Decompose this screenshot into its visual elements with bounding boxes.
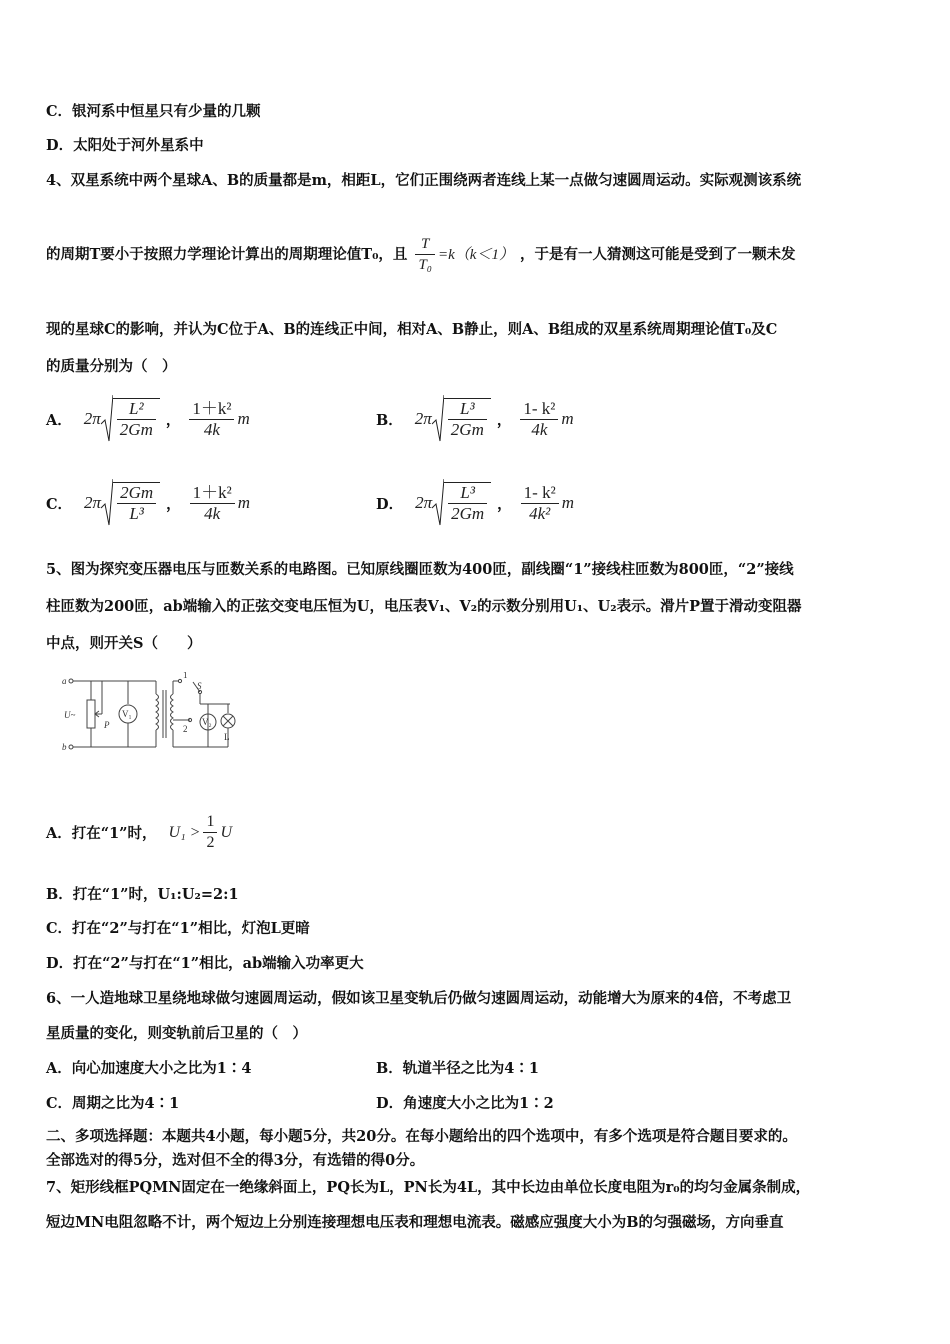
q5-option-c: C．打在“2”与打在“1”相比，灯泡L更暗 <box>46 920 310 937</box>
radicand-num: 2Gm <box>117 483 156 504</box>
q4-stem-line4: 的质量分别为（ ） <box>46 358 177 375</box>
mass-den: 4k <box>203 419 220 439</box>
section-2-heading-line2: 全部选对的得5分，选对但不全的得3分，有选错的得0分。 <box>46 1152 425 1169</box>
half-fraction <box>203 812 217 853</box>
mass-num: 1＋k² <box>190 483 235 504</box>
q4-option-d <box>376 478 574 528</box>
sqrt-radical <box>101 394 160 444</box>
q6-option-b: B．轨道半径之比为4∶1 <box>376 1060 539 1077</box>
transformer-circuit-diagram <box>60 672 250 757</box>
two-pi: 2π <box>415 493 433 512</box>
q4-option-label: D． <box>376 495 404 513</box>
q6-stem-line1: 6、一人造地球卫星绕地球做匀速圆周运动，假如该卫星变轨后仍做匀速圆周运动，动能增大为原来的4倍，不考虑卫 <box>46 990 792 1007</box>
q6-option-c: C．周期之比为4∶1 <box>46 1095 180 1112</box>
radicand <box>113 398 160 440</box>
mass-fraction <box>189 399 234 440</box>
q6-option-a: A．向心加速度大小之比为1∶4 <box>46 1060 252 1077</box>
sqrt-radical <box>432 478 491 528</box>
mass-fraction <box>521 483 559 524</box>
q4-stem-line2-b: ，于是有一人猜测这可能是受到了一颗未发 <box>519 245 796 263</box>
q5-stem-line3: 中点，则开关S（ ） <box>46 635 202 652</box>
mass-den: 4k <box>204 503 221 523</box>
q3-option-c: C．银河系中恒星只有少量的几颗 <box>46 103 261 120</box>
q4-option-b <box>376 394 574 444</box>
half-den: 2 <box>206 834 215 851</box>
section-2-heading-line1: 二、多项选择题：本题共4小题，每小题5分，共20分。在每小题给出的四个选项中，有多个选项是符合题目要求的。 <box>46 1128 797 1145</box>
v1-meter-label: V₁ <box>122 709 132 719</box>
mass-symbol: m <box>561 493 574 512</box>
radicand-num: L² <box>117 399 156 420</box>
lamp-l-label: L <box>224 732 230 742</box>
radicand <box>444 482 491 524</box>
mass-symbol: m <box>237 493 251 512</box>
sqrt-radical <box>101 478 160 528</box>
comma: ， <box>166 495 181 513</box>
terminal-2-label: 2 <box>183 724 188 734</box>
half-num: 1 <box>203 812 217 833</box>
radicand-den: 2Gm <box>119 420 153 439</box>
terminal-1-label: 1 <box>183 672 188 680</box>
sqrt-sign-icon <box>432 394 444 444</box>
q4-ratio-den: T₀ <box>418 257 432 273</box>
q7-stem-line2: 短边MN电阻忽略不计，两个短边上分别连接理想电压表和理想电流表。磁感应强度大小为B的匀强磁场，方向垂直 <box>46 1214 784 1231</box>
radicand-num: L³ <box>448 483 487 504</box>
q4-option-a <box>46 394 250 444</box>
slider-p-label: P <box>104 720 110 730</box>
two-pi: 2π <box>84 493 102 512</box>
terminal-a-label: a <box>62 676 67 686</box>
q4-stem-line1: 4、双星系统中两个星球A、B的质量都是m，相距L，它们正围绕两者连线上某一点做匀速圆周运动。实际观测该系统 <box>46 172 802 189</box>
q4-option-c <box>46 478 250 528</box>
comma: ， <box>496 411 512 429</box>
sqrt-radical <box>432 394 491 444</box>
mass-fraction <box>190 483 235 524</box>
radicand-num: L³ <box>448 399 487 420</box>
comma: ， <box>165 411 181 429</box>
mass-num: 1＋k² <box>189 399 234 420</box>
q5-stem-line2: 柱匝数为200匝，ab端输入的正弦交变电压恒为U，电压表V₁、V₂的示数分别用U₁、U₂表示。滑片P置于滑动变阻器 <box>46 598 802 615</box>
radicand <box>444 398 491 440</box>
mass-num: 1- k² <box>520 399 558 420</box>
mass-fraction <box>520 399 558 440</box>
sqrt-sign-icon <box>432 478 444 528</box>
q4-ratio-num: T <box>415 234 435 255</box>
radicand-den: 2Gm <box>450 420 484 439</box>
q4-stem-line3: 现的星球C的影响，并认为C位于A、B的连线正中间，相对A、B静止，则A、B组成的双星系统周期理论值T₀及C <box>46 321 778 338</box>
q5-option-a <box>46 812 232 853</box>
mass-den: 4k² <box>529 503 551 523</box>
switch-s-label: S <box>197 681 202 691</box>
v2-meter-label: V₂ <box>202 717 212 727</box>
q5-stem-line1: 5、图为探究变压器电压与匝数关系的电路图。已知原线圈匝数为400匝，副线圈“1”接线柱匝数为800匝，“2”接线 <box>46 561 794 578</box>
radicand-den: 2Gm <box>451 504 485 523</box>
q4-stem-line2-a: 的周期T要小于按照力学理论计算出的周期理论值T₀，且 <box>46 245 408 263</box>
q4-ratio-eq: =k（k＜1） <box>438 246 514 263</box>
sqrt-sign-icon <box>101 478 113 528</box>
q5-option-b: B．打在“1”时，U₁:U₂=2:1 <box>46 886 239 903</box>
two-pi: 2π <box>83 409 101 428</box>
terminal-b-label: b <box>62 742 67 752</box>
q5-option-a-lhs: U₁ > <box>168 823 201 841</box>
two-pi: 2π <box>414 409 432 428</box>
q4-option-label: A． <box>46 411 72 429</box>
radicand-den: L³ <box>129 504 144 523</box>
q4-stem-line2 <box>46 234 795 275</box>
mass-symbol: m <box>561 409 574 428</box>
q7-stem-line1: 7、矩形线框PQMN固定在一绝缘斜面上，PQ长为L，PN长为4L，其中长边由单位长度电阻为r₀的均匀金属条制成， <box>46 1179 811 1196</box>
q4-option-label: B． <box>376 411 403 429</box>
voltage-u-label: U~ <box>64 710 76 720</box>
q5-option-a-rhs: U <box>220 823 233 841</box>
mass-num: 1- k² <box>521 483 559 504</box>
q4-ratio-fraction <box>415 234 435 275</box>
mass-symbol: m <box>237 409 250 428</box>
q4-option-label: C． <box>46 495 73 513</box>
comma: ， <box>497 495 512 513</box>
mass-den: 4k <box>531 419 548 439</box>
q5-option-d: D．打在“2”与打在“1”相比，ab端输入功率更大 <box>46 955 364 972</box>
q6-stem-line2: 星质量的变化，则变轨前后卫星的（ ） <box>46 1025 307 1042</box>
sqrt-sign-icon <box>101 394 113 444</box>
radicand <box>113 482 160 524</box>
q6-option-d: D．角速度大小之比为1∶2 <box>376 1095 554 1112</box>
q5-option-a-text: A．打在“1”时， <box>46 825 157 842</box>
q3-option-d: D．太阳处于河外星系中 <box>46 137 204 154</box>
